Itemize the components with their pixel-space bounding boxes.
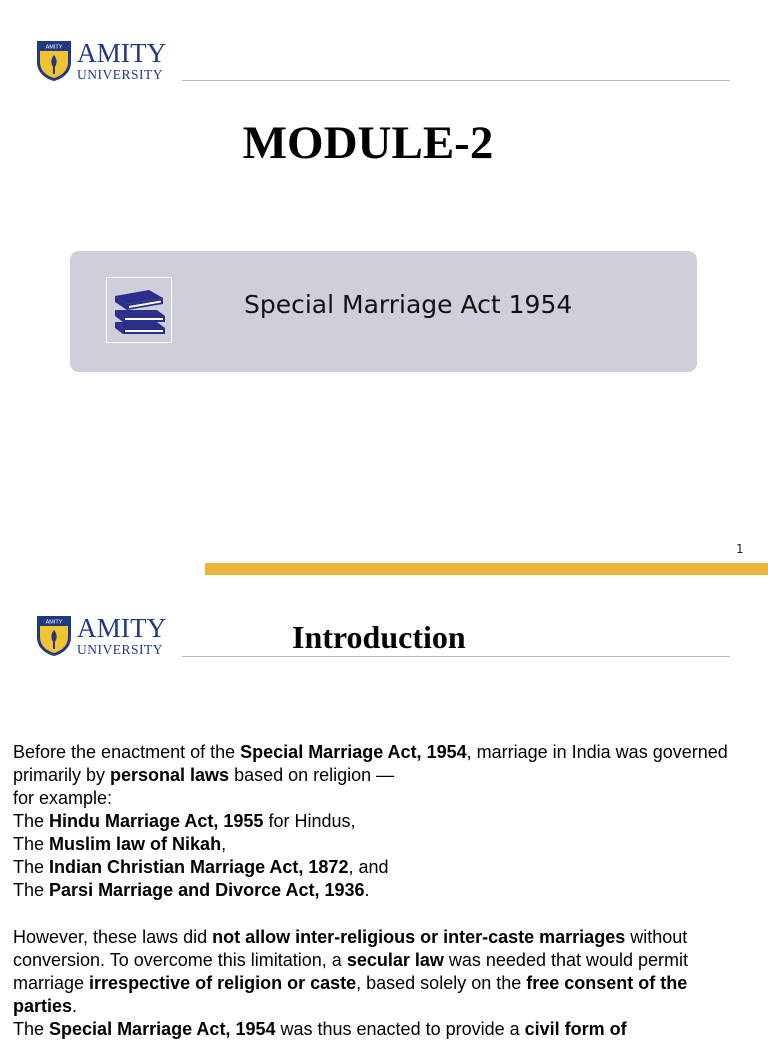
brand-name: AMITY xyxy=(77,38,167,69)
paragraph-background: Before the enactment of the Special Marriage Act, 1954, marriage in India was governed primarily by personal laws based on religion — xyxy=(13,742,728,785)
list-item: The Indian Christian Marriage Act, 1872, and xyxy=(13,857,389,877)
svg-text:AMITY: AMITY xyxy=(45,619,63,626)
brand-subname: UNIVERSITY xyxy=(77,642,163,658)
list-item: The Parsi Marriage and Divorce Act, 1936. xyxy=(13,880,370,900)
header-rule xyxy=(182,656,730,657)
paragraph-enactment: The Special Marriage Act, 1954 was thus enacted to provide a civil form of xyxy=(13,1019,627,1039)
paragraph-limitation: However, these laws did not allow inter-religious or inter-caste marriages without conversion. To overcome this limitation, a secular law was needed that would permit marriage irrespective of religion or caste, based solely on the free consent of the parties. xyxy=(13,927,689,1016)
svg-text:AMITY: AMITY xyxy=(45,44,63,51)
header-rule xyxy=(182,80,730,81)
slide-page-number: 1 xyxy=(736,542,744,556)
list-item: The Hindu Marriage Act, 1955 for Hindus, xyxy=(13,811,356,831)
books-icon xyxy=(109,282,169,338)
brand-subname: UNIVERSITY xyxy=(77,67,163,83)
brand-name: AMITY xyxy=(77,613,167,644)
amity-shield-icon xyxy=(36,615,72,657)
amity-logo xyxy=(36,40,167,82)
topic-icon-frame xyxy=(106,277,172,343)
module-title: MODULE-2 xyxy=(242,117,494,169)
slide-footer-bar xyxy=(205,563,768,575)
amity-shield-icon xyxy=(36,40,72,82)
list-item: The Muslim law of Nikah, xyxy=(13,834,227,854)
for-example-line: for example: xyxy=(13,788,113,808)
section-title: Introduction xyxy=(292,619,466,655)
topic-card xyxy=(70,251,697,372)
amity-logo xyxy=(36,615,167,657)
intro-body xyxy=(13,741,738,1041)
topic-title: Special Marriage Act 1954 xyxy=(244,290,573,319)
